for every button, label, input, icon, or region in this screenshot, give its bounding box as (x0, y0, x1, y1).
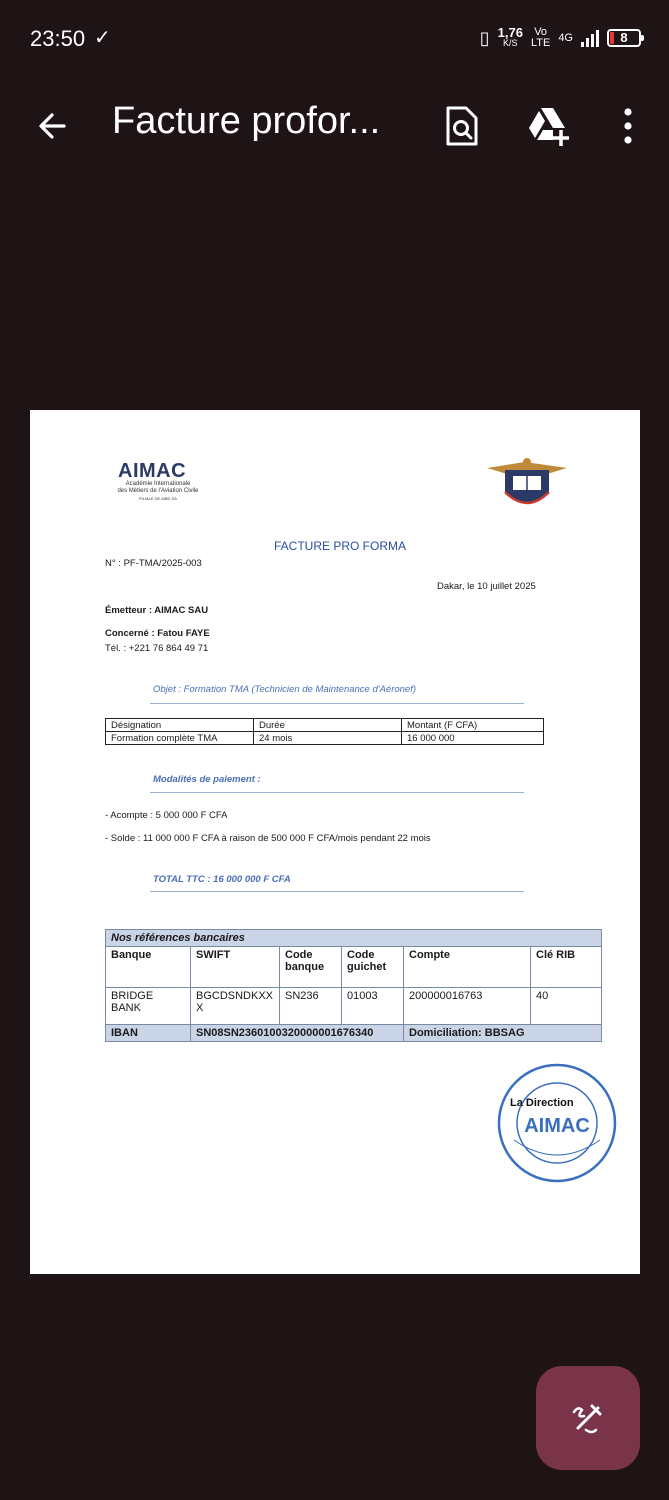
signature-label: La Direction (510, 1097, 574, 1109)
aimac-logo: AIMAC (118, 460, 187, 482)
divider (150, 891, 524, 892)
app-bar (0, 76, 669, 180)
table-cell: 16 000 000 (402, 732, 544, 745)
emblem-icon (485, 454, 569, 512)
edit-fab[interactable] (536, 1366, 640, 1470)
network-speed: 1,76 K/S (497, 25, 523, 48)
download-done-icon: ✓ (94, 27, 111, 49)
iban-value: SN08SN2360100320000001676340 (191, 1025, 404, 1042)
volte-indicator: Vo LTE (530, 26, 551, 49)
bank-cell: 200000016763 (404, 988, 531, 1025)
bank-title: Nos références bancaires (106, 930, 602, 947)
iban-label: IBAN (106, 1025, 191, 1042)
bank-col-header: Code guichet (342, 947, 404, 988)
svg-text:AIMAC: AIMAC (524, 1115, 590, 1137)
bank-col-header: Clé RIB (531, 947, 602, 988)
search-document-icon[interactable] (440, 104, 484, 148)
bank-cell: BGCDSNDKXXX (191, 988, 280, 1025)
bank-col-header: Banque (106, 947, 191, 988)
document-title: Facture profor... (112, 100, 381, 142)
table-header: Désignation (106, 719, 254, 732)
table-header: Montant (F CFA) (402, 719, 544, 732)
pen-edit-icon (568, 1398, 608, 1438)
aimac-logo-subtitle: Académie Internationale des Métiers de l'Aviation Civile FILIALE DE AIBD SA (117, 481, 199, 501)
back-arrow-icon[interactable] (34, 106, 74, 146)
emitter: Émetteur : AIMAC SAU (105, 605, 209, 616)
designation-table (105, 718, 544, 745)
battery-icon: 8 (607, 29, 641, 47)
bank-col-header: SWIFT (191, 947, 280, 988)
invoice-heading: FACTURE PRO FORMA (274, 539, 407, 553)
more-options-icon[interactable] (606, 104, 650, 148)
divider (150, 703, 524, 704)
network-type: 4G (558, 31, 573, 44)
bank-cell: 01003 (342, 988, 404, 1025)
bank-col-header: Code banque (280, 947, 342, 988)
add-to-drive-icon[interactable] (527, 104, 571, 148)
table-cell: 24 mois (254, 732, 402, 745)
payment-balance: - Solde : 11 000 000 F CFA à raison de 500 000 F CFA/mois pendant 22 mois (105, 833, 431, 844)
table-header: Durée (254, 719, 402, 732)
payment-title: Modalités de paiement : (153, 774, 261, 785)
vibrate-icon: ▯ (479, 27, 490, 48)
bank-col-header: Compte (404, 947, 531, 988)
status-bar (0, 0, 669, 76)
divider (150, 792, 524, 793)
concerned: Concerné : Fatou FAYE (105, 628, 210, 639)
bank-details-table (105, 929, 602, 1042)
company-stamp (494, 1060, 620, 1186)
status-time: 23:50 (30, 26, 86, 51)
bank-cell: BRIDGE BANK (106, 988, 191, 1025)
payment-deposit: - Acompte : 5 000 000 F CFA (105, 810, 228, 821)
bank-cell: SN236 (280, 988, 342, 1025)
object-line: Objet : Formation TMA (Technicien de Maintenance d'Aéronef) (153, 684, 417, 695)
invoice-date: Dakar, le 10 juillet 2025 (437, 581, 536, 592)
signal-icon (581, 29, 599, 47)
table-cell: Formation complète TMA (106, 732, 254, 745)
invoice-number: N° : PF-TMA/2025-003 (105, 558, 202, 569)
domiciliation: Domiciliation: BBSAG (404, 1025, 602, 1042)
phone: Tél. : +221 76 864 49 71 (105, 643, 209, 654)
status-icons (480, 22, 641, 54)
total-ttc: TOTAL TTC : 16 000 000 F CFA (153, 874, 291, 885)
bank-cell: 40 (531, 988, 602, 1025)
document-page[interactable] (30, 410, 640, 1274)
